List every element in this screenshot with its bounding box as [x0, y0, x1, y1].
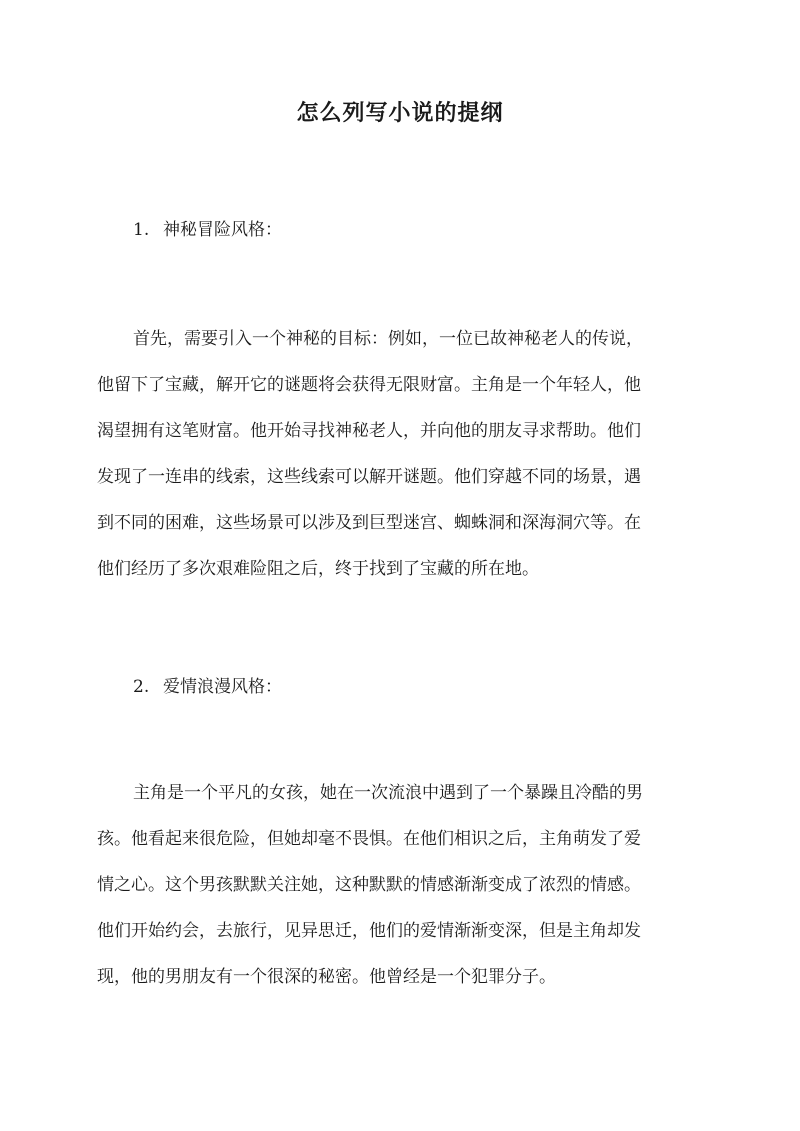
paragraph-line: 他们经历了多次艰难险阻之后，终于找到了宝藏的所在地。: [97, 559, 539, 579]
paragraph-line: 发现了一连串的线索，这些线索可以解开谜题。他们穿越不同的场景，遇: [97, 467, 641, 487]
section-number: 2.: [133, 677, 150, 697]
section-title: 爱情浪漫风格：: [163, 677, 282, 697]
paragraph-line: 他们开始约会，去旅行，见异思迁，他们的爱情渐渐变深，但是主角却发: [97, 921, 641, 941]
paragraph-line: 现，他的男朋友有一个很深的秘密。他曾经是一个犯罪分子。: [97, 967, 556, 987]
paragraph-line: 孩。他看起来很危险，但她却毫不畏惧。在他们相识之后，主角萌发了爱: [97, 829, 641, 849]
section-paragraph-1: [97, 316, 703, 592]
paragraph-line: 到不同的困难，这些场景可以涉及到巨型迷宫、蜘蛛洞和深海洞穴等。在: [97, 513, 641, 533]
paragraph-line: 他留下了宝藏，解开它的谜题将会获得无限财富。主角是一个年轻人，他: [97, 375, 641, 395]
section-paragraph-2: [97, 770, 703, 1000]
section-number: 1.: [133, 220, 150, 240]
section-title: 神秘冒险风格：: [163, 220, 282, 240]
paragraph-line: 情之心。这个男孩默默关注她，这种默默的情感渐渐变成了浓烈的情感。: [97, 875, 641, 895]
paragraph-line: 渴望拥有这笔财富。他开始寻找神秘老人，并向他的朋友寻求帮助。他们: [97, 421, 641, 441]
section-heading-2: [133, 673, 282, 701]
paragraph-line: 首先，需要引入一个神秘的目标：例如，一位已故神秘老人的传说，: [133, 329, 643, 349]
section-heading-1: [133, 216, 282, 244]
document-title: 怎么列写小说的提纲: [296, 100, 504, 126]
paragraph-line: 主角是一个平凡的女孩，她在一次流浪中遇到了一个暴躁且冷酷的男: [133, 783, 643, 803]
